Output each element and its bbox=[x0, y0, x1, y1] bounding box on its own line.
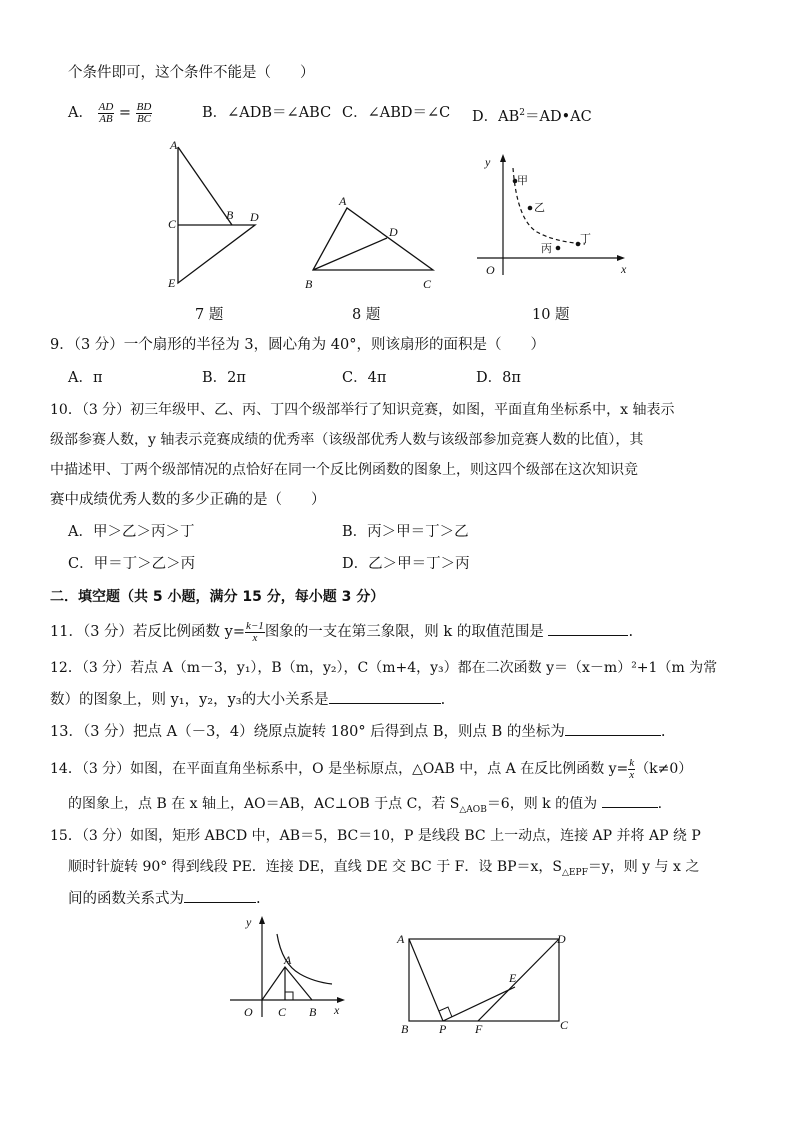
q9-option-c[interactable]: C．4π bbox=[342, 370, 387, 386]
q14-frac-num: k bbox=[629, 756, 635, 769]
q10-option-d[interactable]: D．乙＞甲＝丁＞丙 bbox=[342, 556, 470, 572]
q8-option-d-rest: ＝AD•AC bbox=[525, 108, 592, 125]
q10-option-c[interactable]: C．甲＝丁＞乙＞丙 bbox=[68, 556, 196, 572]
q8-fraction-2 bbox=[136, 102, 153, 125]
q14-line-2-pre: 的图象上，点 B 在 x 轴上，AO＝AB，AC⊥OB 于点 C，若 S bbox=[68, 796, 460, 812]
figure-14 bbox=[222, 912, 352, 1022]
fig7-label-d: D bbox=[250, 210, 259, 224]
q10-line-1: 10．（3 分）初三年级甲、乙、丙、丁四个级部举行了知识竞赛，如图，平面直角坐标系中，x 轴表示 bbox=[50, 402, 675, 418]
fig7-line-ab bbox=[178, 147, 232, 225]
q12-line-1: 12．（3 分）若点 A（m－3，y₁），B（m，y₂），C（m+4，y₃）都在二次函数 y＝（x－m）²+1（m 为常 bbox=[50, 660, 718, 676]
fig15-label-e: E bbox=[509, 971, 517, 985]
fig14-label-y: y bbox=[246, 915, 252, 929]
q11-frac-num: k−1 bbox=[246, 619, 264, 632]
q10-line-4: 赛中成绩优秀人数的多少正确的是（ ） bbox=[50, 492, 326, 508]
q15-line-2-pre: 顺时针旋转 90° 得到线段 PE．连接 DE，直线 DE 交 BC 于 F．设 BP＝x，S bbox=[68, 859, 563, 875]
section-2-heading: 二．填空题（共 5 小题，满分 15 分，每小题 3 分） bbox=[50, 589, 385, 605]
fig8-label-b: B bbox=[305, 277, 313, 291]
q15-answer-blank[interactable] bbox=[184, 888, 256, 903]
q13-answer-blank[interactable] bbox=[565, 721, 661, 736]
fig10-label-bing: 丙 bbox=[541, 242, 552, 255]
fig10-y-arrow bbox=[500, 154, 506, 162]
q14-line-2 bbox=[68, 793, 662, 820]
q8-frac2-den: BC bbox=[136, 112, 151, 125]
q8-frac1-num: AD bbox=[98, 100, 114, 113]
fig14-right-angle bbox=[285, 992, 293, 1000]
q8-option-d-sup: 2 bbox=[519, 108, 525, 118]
fig10-point-bing bbox=[556, 246, 561, 251]
fig15-line-pe bbox=[443, 987, 515, 1021]
q15-line-2-post: ＝y，则 y 与 x 之 bbox=[587, 859, 700, 875]
fig15-line-ap bbox=[409, 939, 443, 1021]
q11-frac-den: x bbox=[252, 631, 258, 644]
fig15-label-c: C bbox=[560, 1018, 569, 1032]
q14-line-1-post: （k≠0） bbox=[635, 761, 693, 777]
q12-line-2 bbox=[50, 689, 445, 710]
fig10-x-arrow bbox=[617, 255, 625, 261]
q8-fraction-1 bbox=[98, 102, 115, 125]
q8-option-a[interactable] bbox=[68, 101, 152, 125]
q8-equals: = bbox=[118, 105, 132, 121]
figure-10 bbox=[475, 150, 645, 285]
fig14-label-c: C bbox=[278, 1005, 287, 1019]
q9-option-a[interactable]: A．π bbox=[68, 370, 103, 386]
fig15-rectangle bbox=[409, 939, 559, 1021]
fig7-label-a: A bbox=[170, 138, 178, 152]
fig15-label-p: P bbox=[439, 1022, 447, 1036]
fig7-label-b: B bbox=[226, 208, 234, 222]
fig10-label-y: y bbox=[485, 155, 491, 169]
fig10-label-yi: 乙 bbox=[534, 201, 545, 214]
fig10-label-ding: 丁 bbox=[580, 232, 591, 245]
fig8-label-c: C bbox=[423, 277, 432, 291]
q14-line-1-pre: 14．（3 分）如图，在平面直角坐标系中，O 是坐标原点，△OAB 中，点 A 在反比例函数 y= bbox=[50, 761, 629, 777]
q15-line-1: 15．（3 分）如图，矩形 ABCD 中，AB＝5，BC＝10，P 是线段 BC 上一动点，连接 AP 并将 AP 绕 P bbox=[50, 828, 701, 844]
q15-line-2 bbox=[68, 857, 699, 883]
q13-text: 13．（3 分）把点 A（－3，4）绕原点旋转 180° 后得到点 B，则点 B 的坐标为 bbox=[50, 724, 565, 740]
q9-option-d[interactable]: D．8π bbox=[476, 370, 521, 386]
q8-option-d-label: D．AB bbox=[472, 108, 520, 125]
q14-line-2-post: ＝6，则 k 的值为 bbox=[486, 796, 598, 812]
q11-end: . bbox=[628, 624, 634, 640]
fig14-y-arrow bbox=[259, 916, 265, 924]
q8-option-a-label: A． bbox=[68, 105, 93, 121]
q10-line-3: 中描述甲、丁两个级部情况的点恰好在同一个反比例函数的图象上，则这四个级部在这次知识竞 bbox=[50, 462, 638, 478]
q15-line-3 bbox=[68, 888, 261, 909]
fig10-label-x: x bbox=[621, 262, 627, 276]
q8-option-b[interactable]: B．∠ADB＝∠ABC bbox=[202, 105, 332, 121]
fig8-line-bd bbox=[313, 238, 387, 270]
q11-post: 图象的一支在第三象限，则 k 的取值范围是 bbox=[264, 624, 544, 640]
q14-frac-den: x bbox=[629, 768, 635, 781]
fig14-label-a: A bbox=[284, 953, 292, 967]
q9-option-b[interactable]: B．2π bbox=[202, 370, 246, 386]
q10-option-a[interactable]: A．甲＞乙＞丙＞丁 bbox=[68, 524, 195, 540]
q14-end: . bbox=[657, 796, 663, 812]
q14-line-1 bbox=[50, 757, 692, 781]
q10-option-b[interactable]: B．丙＞甲＝丁＞乙 bbox=[342, 524, 469, 540]
fig7-lines bbox=[178, 147, 255, 283]
q12-line-2-text: 数）的图象上，则 y₁，y₂，y₃的大小关系是 bbox=[50, 692, 329, 708]
fig7-label-c: C bbox=[168, 217, 177, 231]
fig14-label-b: B bbox=[309, 1005, 317, 1019]
q8-option-d[interactable] bbox=[472, 103, 592, 127]
fig10-caption: 10 题 bbox=[532, 307, 570, 323]
fig14-triangle bbox=[262, 967, 312, 1000]
q12-answer-blank[interactable] bbox=[329, 689, 441, 704]
q8-frac1-den: AB bbox=[99, 112, 113, 125]
fig15-label-b: B bbox=[401, 1022, 409, 1036]
q14-sub: △AOB bbox=[459, 804, 487, 815]
q15-line-3-text: 间的函数关系式为 bbox=[68, 891, 184, 907]
fig7-label-e: E bbox=[168, 276, 176, 290]
q12-end: . bbox=[440, 692, 446, 708]
fig10-point-yi bbox=[528, 206, 533, 211]
q8-frac2-num: BD bbox=[136, 100, 152, 113]
q15-sub: △EPF bbox=[562, 867, 588, 878]
q14-answer-blank[interactable] bbox=[602, 793, 658, 808]
fig8-triangle bbox=[313, 208, 433, 270]
fig15-label-f: F bbox=[475, 1022, 483, 1036]
fig14-label-o: O bbox=[244, 1005, 253, 1019]
fig10-label-o: O bbox=[486, 263, 495, 277]
fig15-label-a: A bbox=[397, 932, 405, 946]
fig8-caption: 8 题 bbox=[352, 307, 381, 323]
q13 bbox=[50, 721, 665, 742]
q8-option-c[interactable]: C．∠ABD＝∠C bbox=[342, 105, 451, 121]
fig8-label-d: D bbox=[389, 225, 398, 239]
q11 bbox=[50, 620, 633, 644]
q11-pre: 11．（3 分）若反比例函数 y= bbox=[50, 624, 245, 640]
figure-8 bbox=[295, 190, 445, 295]
fig15-label-d: D bbox=[557, 932, 566, 946]
q9-stem: 9．（3 分）一个扇形的半径为 3，圆心角为 40°，则该扇形的面积是（ ） bbox=[50, 337, 545, 353]
fig8-label-a: A bbox=[339, 194, 347, 208]
q15-end: . bbox=[256, 891, 261, 907]
q10-line-2: 级部参赛人数，y 轴表示竞赛成绩的优秀率（该级部优秀人数与该级部参加竞赛人数的比值），其 bbox=[50, 432, 644, 448]
q8-stem-tail: 个条件即可，这个条件不能是（ ） bbox=[68, 65, 315, 81]
q13-end: . bbox=[660, 724, 666, 740]
fig15-line-df bbox=[478, 939, 559, 1021]
fig10-label-jia: 甲 bbox=[517, 174, 528, 187]
fig7-caption: 7 题 bbox=[195, 307, 224, 323]
figure-15 bbox=[395, 925, 580, 1037]
q11-fraction bbox=[245, 621, 265, 644]
q11-answer-blank[interactable] bbox=[548, 621, 628, 636]
figure-7 bbox=[150, 135, 270, 295]
fig14-label-x: x bbox=[334, 1003, 340, 1017]
